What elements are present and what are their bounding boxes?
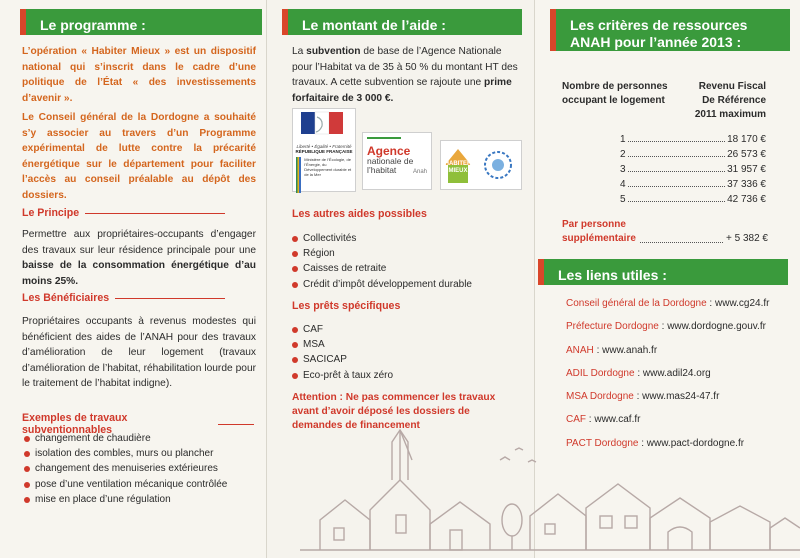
montant-text-b: subvention [306, 46, 361, 57]
liens-header [538, 259, 788, 285]
montant-text-d: prime forfaitaire de 3 000 €. [292, 77, 512, 104]
link-org: PACT Dordogne [566, 437, 639, 449]
republique-francaise-logo [292, 108, 356, 192]
row-revenu: 42 736 € [727, 194, 766, 205]
table-row [620, 194, 766, 205]
list-item: changement de chaudière [24, 431, 258, 446]
fold-line [266, 0, 267, 558]
habiter-mieux-text: HABITER MIEUX [444, 161, 472, 174]
house-icon [441, 141, 475, 189]
row-persons: 3 [620, 164, 626, 175]
link-url[interactable]: www.pact-dordogne.fr [646, 437, 745, 449]
criteres-header [550, 9, 790, 51]
table-row [620, 179, 766, 190]
link-item[interactable]: ANAH : www.anah.fr [566, 344, 658, 356]
row-revenu: 31 957 € [727, 164, 766, 175]
anah-logo-mark: Anah [412, 169, 427, 175]
liens-header-title: Les liens utiles : [558, 267, 667, 283]
montant-header [282, 9, 522, 35]
montant-text [292, 44, 522, 106]
row-revenu: 18 170 € [727, 134, 766, 145]
row-persons: 5 [620, 194, 626, 205]
table-row [620, 134, 766, 145]
beneficiaires-text: Propriétaires occupants à revenus modestes qui bénéficient des aides de l’ANAH pour des travaux d’amélioration de leur logement (travaux d’amélioration de l’habitat, réhabilitation lourde pour le traitement de l’habitat indigne). [22, 316, 256, 389]
logo1-motto: Liberté • Égalité • Fraternité [296, 144, 352, 149]
list-item: isolation des combles, murs ou plancher [24, 446, 258, 461]
autres-aides-list [292, 231, 522, 292]
attention-note: Attention : Ne pas commencer les travaux avant d’avoir déposé les dossiers de demandes de financement [292, 392, 496, 431]
link-org: Conseil général de la Dordogne [566, 298, 707, 309]
principe-text [22, 227, 256, 289]
logo1-ministere: Ministère de l’Écologie, de l’Énergie, du Développement durable et de la Mer [304, 157, 352, 177]
principe-title: Le Principe [22, 207, 80, 219]
link-url[interactable]: www.cg24.fr [715, 298, 770, 309]
table-row [620, 164, 766, 175]
row-persons: 4 [620, 179, 626, 190]
list-item: Crédit d’impôt développement durable [292, 277, 522, 292]
th-right-line1: Revenu Fiscal [698, 81, 766, 92]
link-org: Préfecture Dordogne [566, 321, 659, 333]
link-url[interactable]: www.adil24.org [642, 367, 711, 379]
programme-header [20, 9, 262, 35]
link-org: MSA Dordogne [566, 391, 634, 403]
row-persons: 2 [620, 149, 626, 160]
th-left-line2: occupant le logement [562, 95, 665, 106]
supplementaire-row [562, 218, 768, 246]
village-illustration [300, 420, 800, 558]
prets-title: Les prêts spécifiques [292, 300, 401, 312]
list-item: SACICAP [292, 352, 522, 367]
autres-aides-title: Les autres aides possibles [292, 208, 427, 220]
link-item[interactable]: ADIL Dordogne : www.adil24.org [566, 367, 711, 379]
travaux-list [24, 431, 258, 507]
link-item[interactable]: Conseil général de la Dordogne : www.cg24.fr [566, 298, 770, 309]
th-left-line1: Nombre de personnes [562, 81, 668, 92]
programme-intro-2: Le Conseil général de la Dordogne a souhaité s’y associer au travers d’un Programme expérimental de lutte contre la précarité énergétique sur le département pour faciliter l’accès au conseil préalable au dépôt des dossiers. [22, 112, 256, 201]
anah-logo [362, 132, 432, 190]
criteres-header-line1: Les critères de ressources [570, 17, 748, 33]
link-item[interactable]: Préfecture Dordogne : www.dordogne.gouv.fr [566, 321, 766, 333]
divider [85, 213, 225, 214]
link-url[interactable]: www.anah.fr [602, 344, 658, 356]
list-item: Caisses de retraite [292, 261, 522, 276]
link-url[interactable]: www.dordogne.gouv.fr [667, 321, 766, 333]
anah-logo-subtitle: nationale de l’habitat [367, 156, 414, 175]
principe-heading [22, 207, 254, 219]
table-row [620, 149, 766, 160]
beneficiaires-heading [22, 292, 254, 304]
principe-text-b: baisse de la consommation énergétique d’au moins 25%. [22, 260, 256, 287]
link-org: ANAH [566, 344, 594, 356]
list-item: Eco-prêt à taux zéro [292, 368, 522, 383]
montant-text-c: de base de l’Agence Nationale pour l’Habitat va de 35 à 50 % du montant HT des travaux. A cette subvention se rajoute une [292, 46, 518, 88]
list-item: Région [292, 246, 522, 261]
beneficiaires-title: Les Bénéficiaires [22, 292, 110, 304]
divider [115, 298, 225, 299]
travaux-title: Exemples de travaux subventionnables [22, 412, 128, 436]
autres-aides-heading [292, 208, 522, 220]
row-revenu: 26 573 € [727, 149, 766, 160]
list-item: changement des menuiseries extérieures [24, 461, 258, 476]
anah-bar [367, 137, 401, 142]
anah-logo-title: Agence [367, 144, 411, 158]
link-item[interactable]: MSA Dordogne : www.mas24-47.fr [566, 391, 720, 403]
list-item: MSA [292, 337, 522, 352]
link-item[interactable]: PACT Dordogne : www.pact-dordogne.fr [566, 437, 745, 449]
investissements-avenir-icon [483, 150, 513, 180]
supplementaire-value: + 5 382 € [726, 233, 768, 244]
montant-text-a: La [292, 46, 307, 57]
prets-heading [292, 300, 522, 312]
montant-header-title: Le montant de l’aide : [302, 17, 446, 33]
criteres-header-line2: ANAH pour l’année 2013 : [570, 34, 742, 50]
logo1-rf: RÉPUBLIQUE FRANÇAISE [295, 149, 353, 154]
supplementaire-label-1: Par personne [562, 219, 626, 230]
divider [218, 424, 254, 425]
habiter-mieux-logo [440, 140, 522, 190]
row-revenu: 37 336 € [727, 179, 766, 190]
list-item: CAF [292, 322, 522, 337]
link-url[interactable]: www.mas24-47.fr [642, 391, 720, 403]
link-org: ADIL Dordogne [566, 367, 635, 379]
link-item[interactable]: CAF : www.caf.fr [566, 414, 641, 426]
list-item: mise en place d’une régulation [24, 492, 258, 507]
principe-text-a: Permettre aux propriétaires-occupants d’engager des travaux sur leur résidence principale pour une [22, 229, 256, 256]
row-persons: 1 [620, 134, 626, 145]
list-item: pose d’une ventilation mécanique contrôlée [24, 477, 258, 492]
th-right-line2: De Référence [702, 95, 766, 106]
marianne-icon [293, 109, 355, 139]
programme-intro-1: L’opération « Habiter Mieux » est un dispositif national qui s’inscrit dans le cadre d’une politique de l’État « des investissements d’avenir ». [22, 46, 256, 104]
supplementaire-label-2: supplémentaire [562, 233, 636, 244]
list-item: Collectivités [292, 231, 522, 246]
prets-list [292, 322, 522, 383]
programme-header-title: Le programme : [40, 17, 146, 33]
criteres-table-header-right [660, 80, 766, 122]
link-org: CAF [566, 414, 586, 426]
th-right-line3: 2011 maximum [694, 109, 766, 120]
link-url[interactable]: www.caf.fr [594, 414, 641, 426]
